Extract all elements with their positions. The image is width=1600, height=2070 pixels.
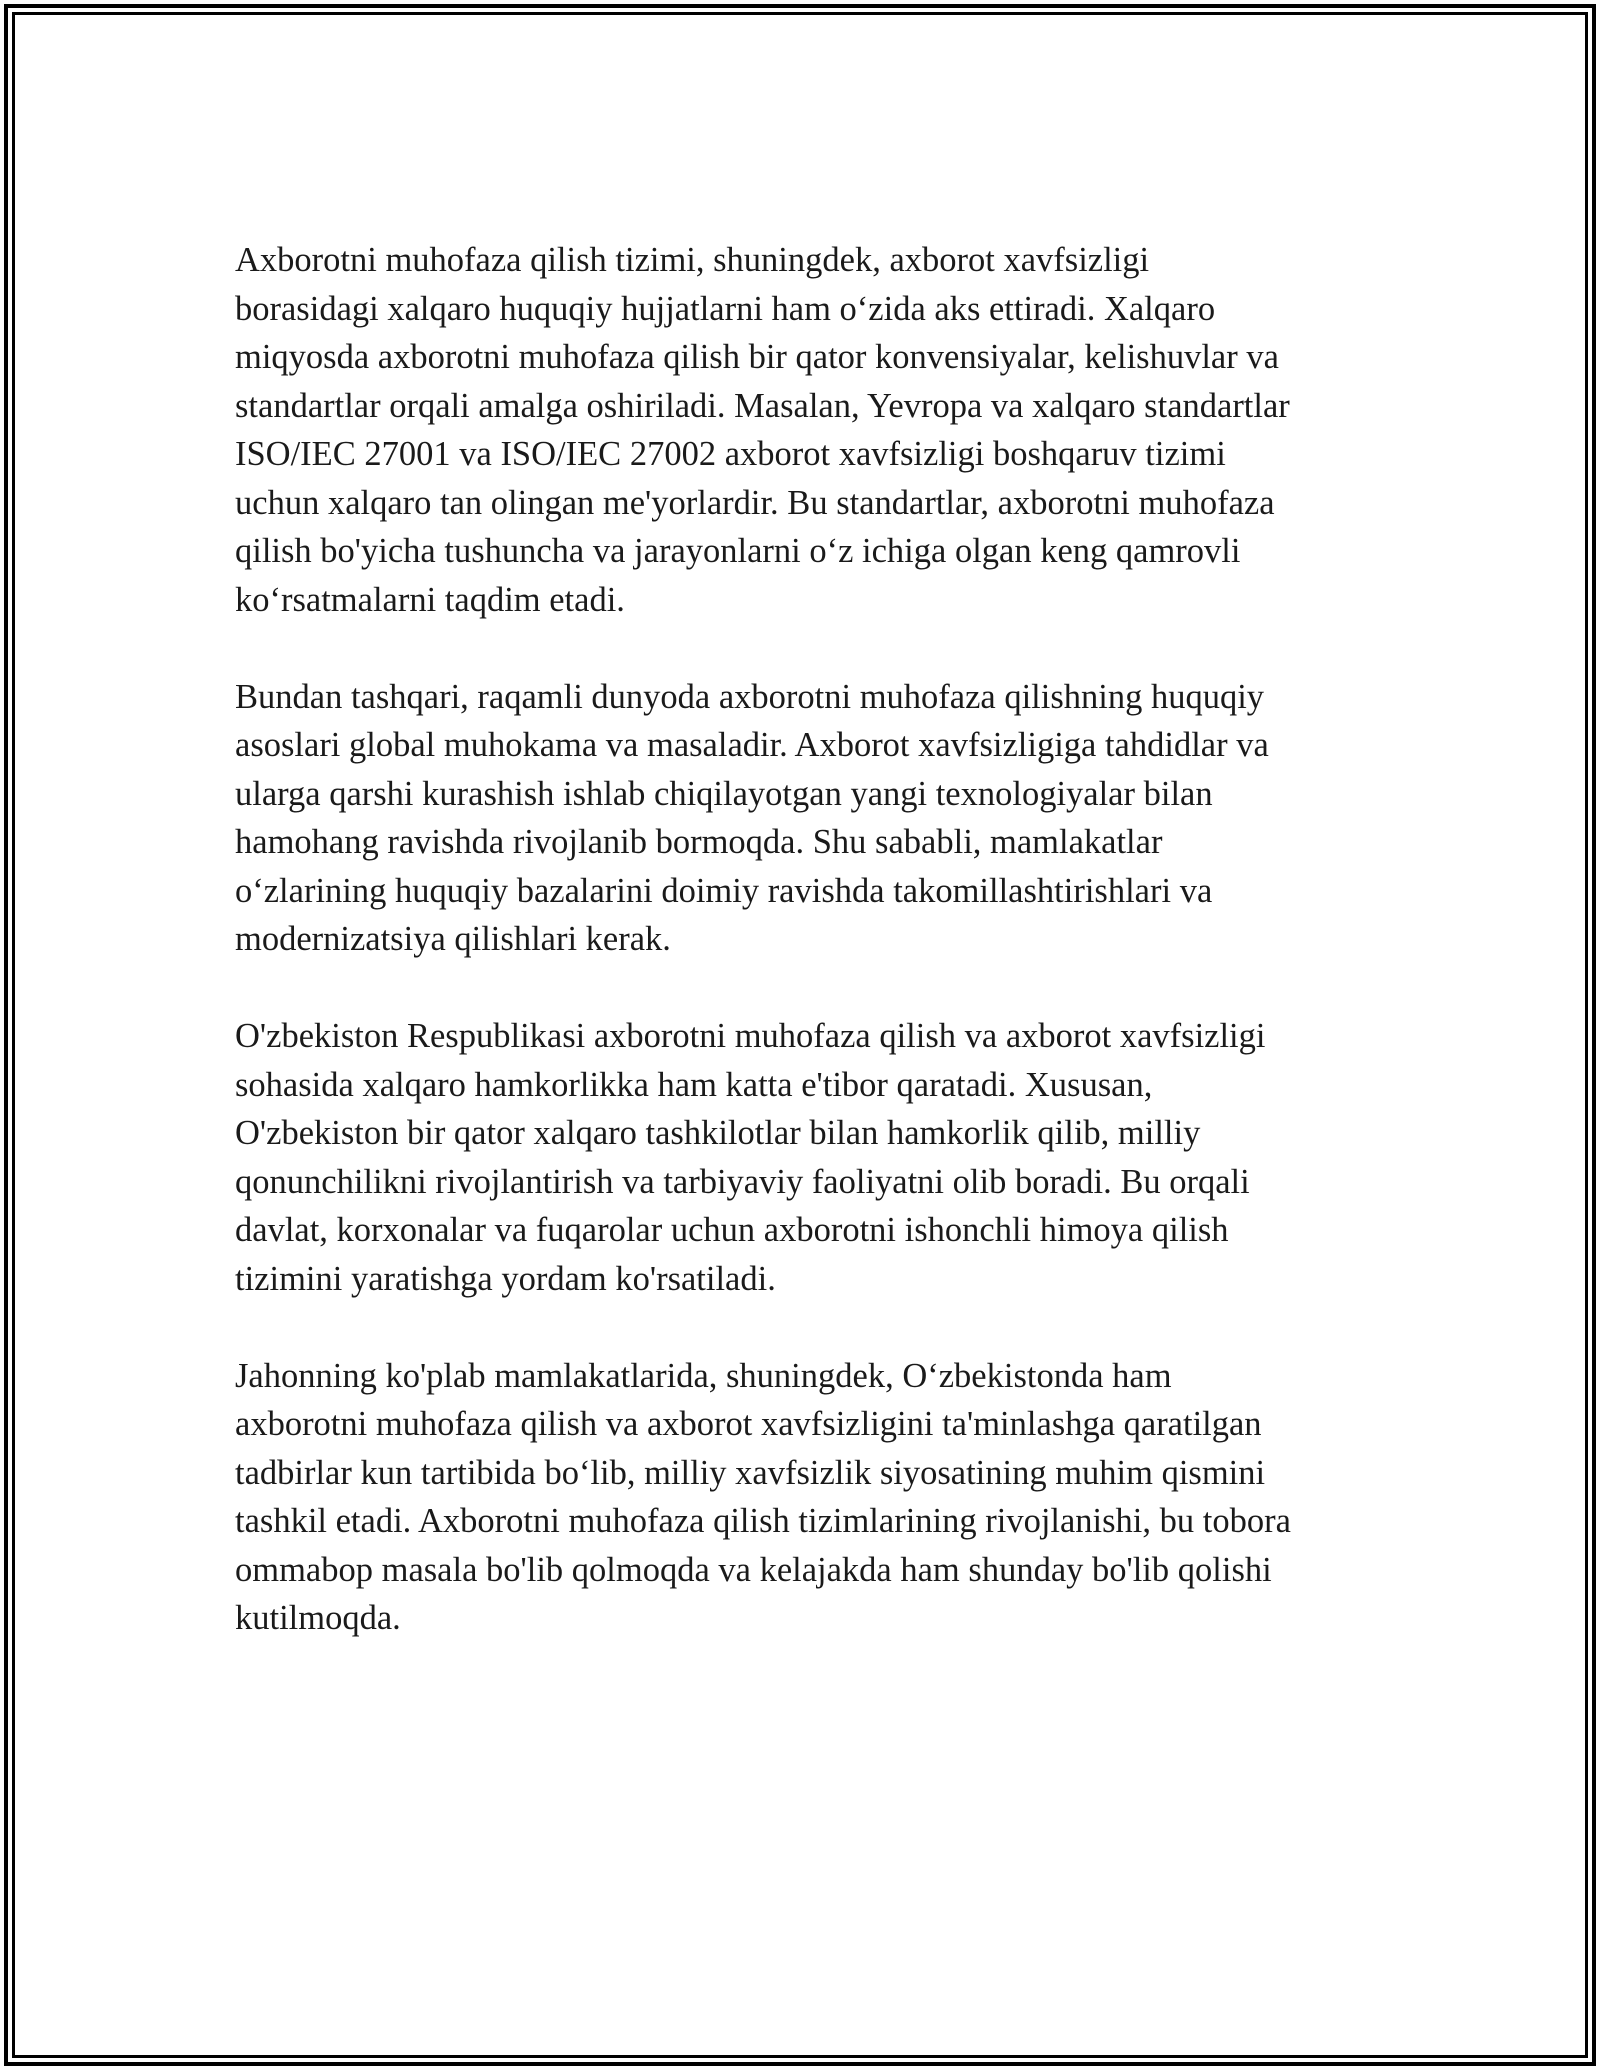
- text-line: Axborotni muhofaza qilish tizimi, shuningdek, axborot xavfsizligi: [235, 241, 1150, 279]
- text-line: davlat, korxonalar va fuqarolar uchun axborotni ishonchli himoya qilish: [235, 1211, 1229, 1249]
- text-line: modernizatsiya qilishlari kerak.: [235, 920, 671, 958]
- text-line: tizimini yaratishga yordam ko'rsatiladi.: [235, 1259, 776, 1298]
- text-line: hamohang ravishda rivojlanib bormoqda. Shu sababli, mamlakatlar: [235, 823, 1163, 861]
- paragraph-2: [235, 673, 1365, 964]
- text-line: tashkil etadi. Axborotni muhofaza qilish tizimlarining rivojlanishi, bu tobora: [235, 1502, 1291, 1540]
- paragraph-3: [235, 1012, 1365, 1303]
- text-line: sohasida xalqaro hamkorlikka ham katta e'tibor qaratadi. Xususan,: [235, 1065, 1153, 1104]
- text-line: o‘zlarining huquqiy bazalarini doimiy ravishda takomillashtirishlari va: [235, 871, 1213, 910]
- paragraph-4: [235, 1352, 1365, 1643]
- text-line: uchun xalqaro tan olingan me'yorlardir. Bu standartlar, axborotni muhofaza: [235, 483, 1275, 522]
- text-line: kutilmoqda.: [235, 1599, 401, 1637]
- text-line: qonunchilikni rivojlantirish va tarbiyaviy faoliyatni olib boradi. Bu orqali: [235, 1162, 1250, 1201]
- text-line: O'zbekiston Respublikasi axborotni muhofaza qilish va axborot xavfsizligi: [235, 1017, 1266, 1055]
- text-line: Jahonning ko'plab mamlakatlarida, shuningdek, O‘zbekistonda ham: [235, 1356, 1172, 1395]
- text-line: miqyosda axborotni muhofaza qilish bir qator konvensiyalar, kelishuvlar va: [235, 338, 1279, 376]
- text-line: ko‘rsatmalarni taqdim etadi.: [235, 580, 625, 619]
- text-line: tadbirlar kun tartibida bo‘lib, milliy xavfsizlik siyosatining muhim qismini: [235, 1453, 1266, 1492]
- text-line: O'zbekiston bir qator xalqaro tashkilotlar bilan hamkorlik qilib, milliy: [235, 1114, 1201, 1152]
- document-body: [235, 236, 1365, 1691]
- text-line: ISO/IEC 27001 va ISO/IEC 27002 axborot xavfsizligi boshqaruv tizimi: [235, 435, 1226, 473]
- text-line: standartlar orqali amalga oshiriladi. Masalan, Yevropa va xalqaro standartlar: [235, 386, 1290, 425]
- text-line: ularga qarshi kurashish ishlab chiqilayotgan yangi texnologiyalar bilan: [235, 774, 1213, 813]
- paragraph-1: [235, 236, 1365, 624]
- text-line: axborotni muhofaza qilish va axborot xavfsizligini ta'minlashga qaratilgan: [235, 1405, 1262, 1443]
- text-line: borasidagi xalqaro huquqiy hujjatlarni ham o‘zida aks ettiradi. Xalqaro: [235, 289, 1216, 328]
- text-line: qilish bo'yicha tushuncha va jarayonlarni o‘z ichiga olgan keng qamrovli: [235, 532, 1241, 570]
- text-line: asoslari global muhokama va masaladir. Axborot xavfsizligiga tahdidlar va: [235, 726, 1269, 764]
- text-line: Bundan tashqari, raqamli dunyoda axborotni muhofaza qilishning huquqiy: [235, 677, 1265, 716]
- text-line: ommabop masala bo'lib qolmoqda va kelajakda ham shunday bo'lib qolishi: [235, 1550, 1272, 1589]
